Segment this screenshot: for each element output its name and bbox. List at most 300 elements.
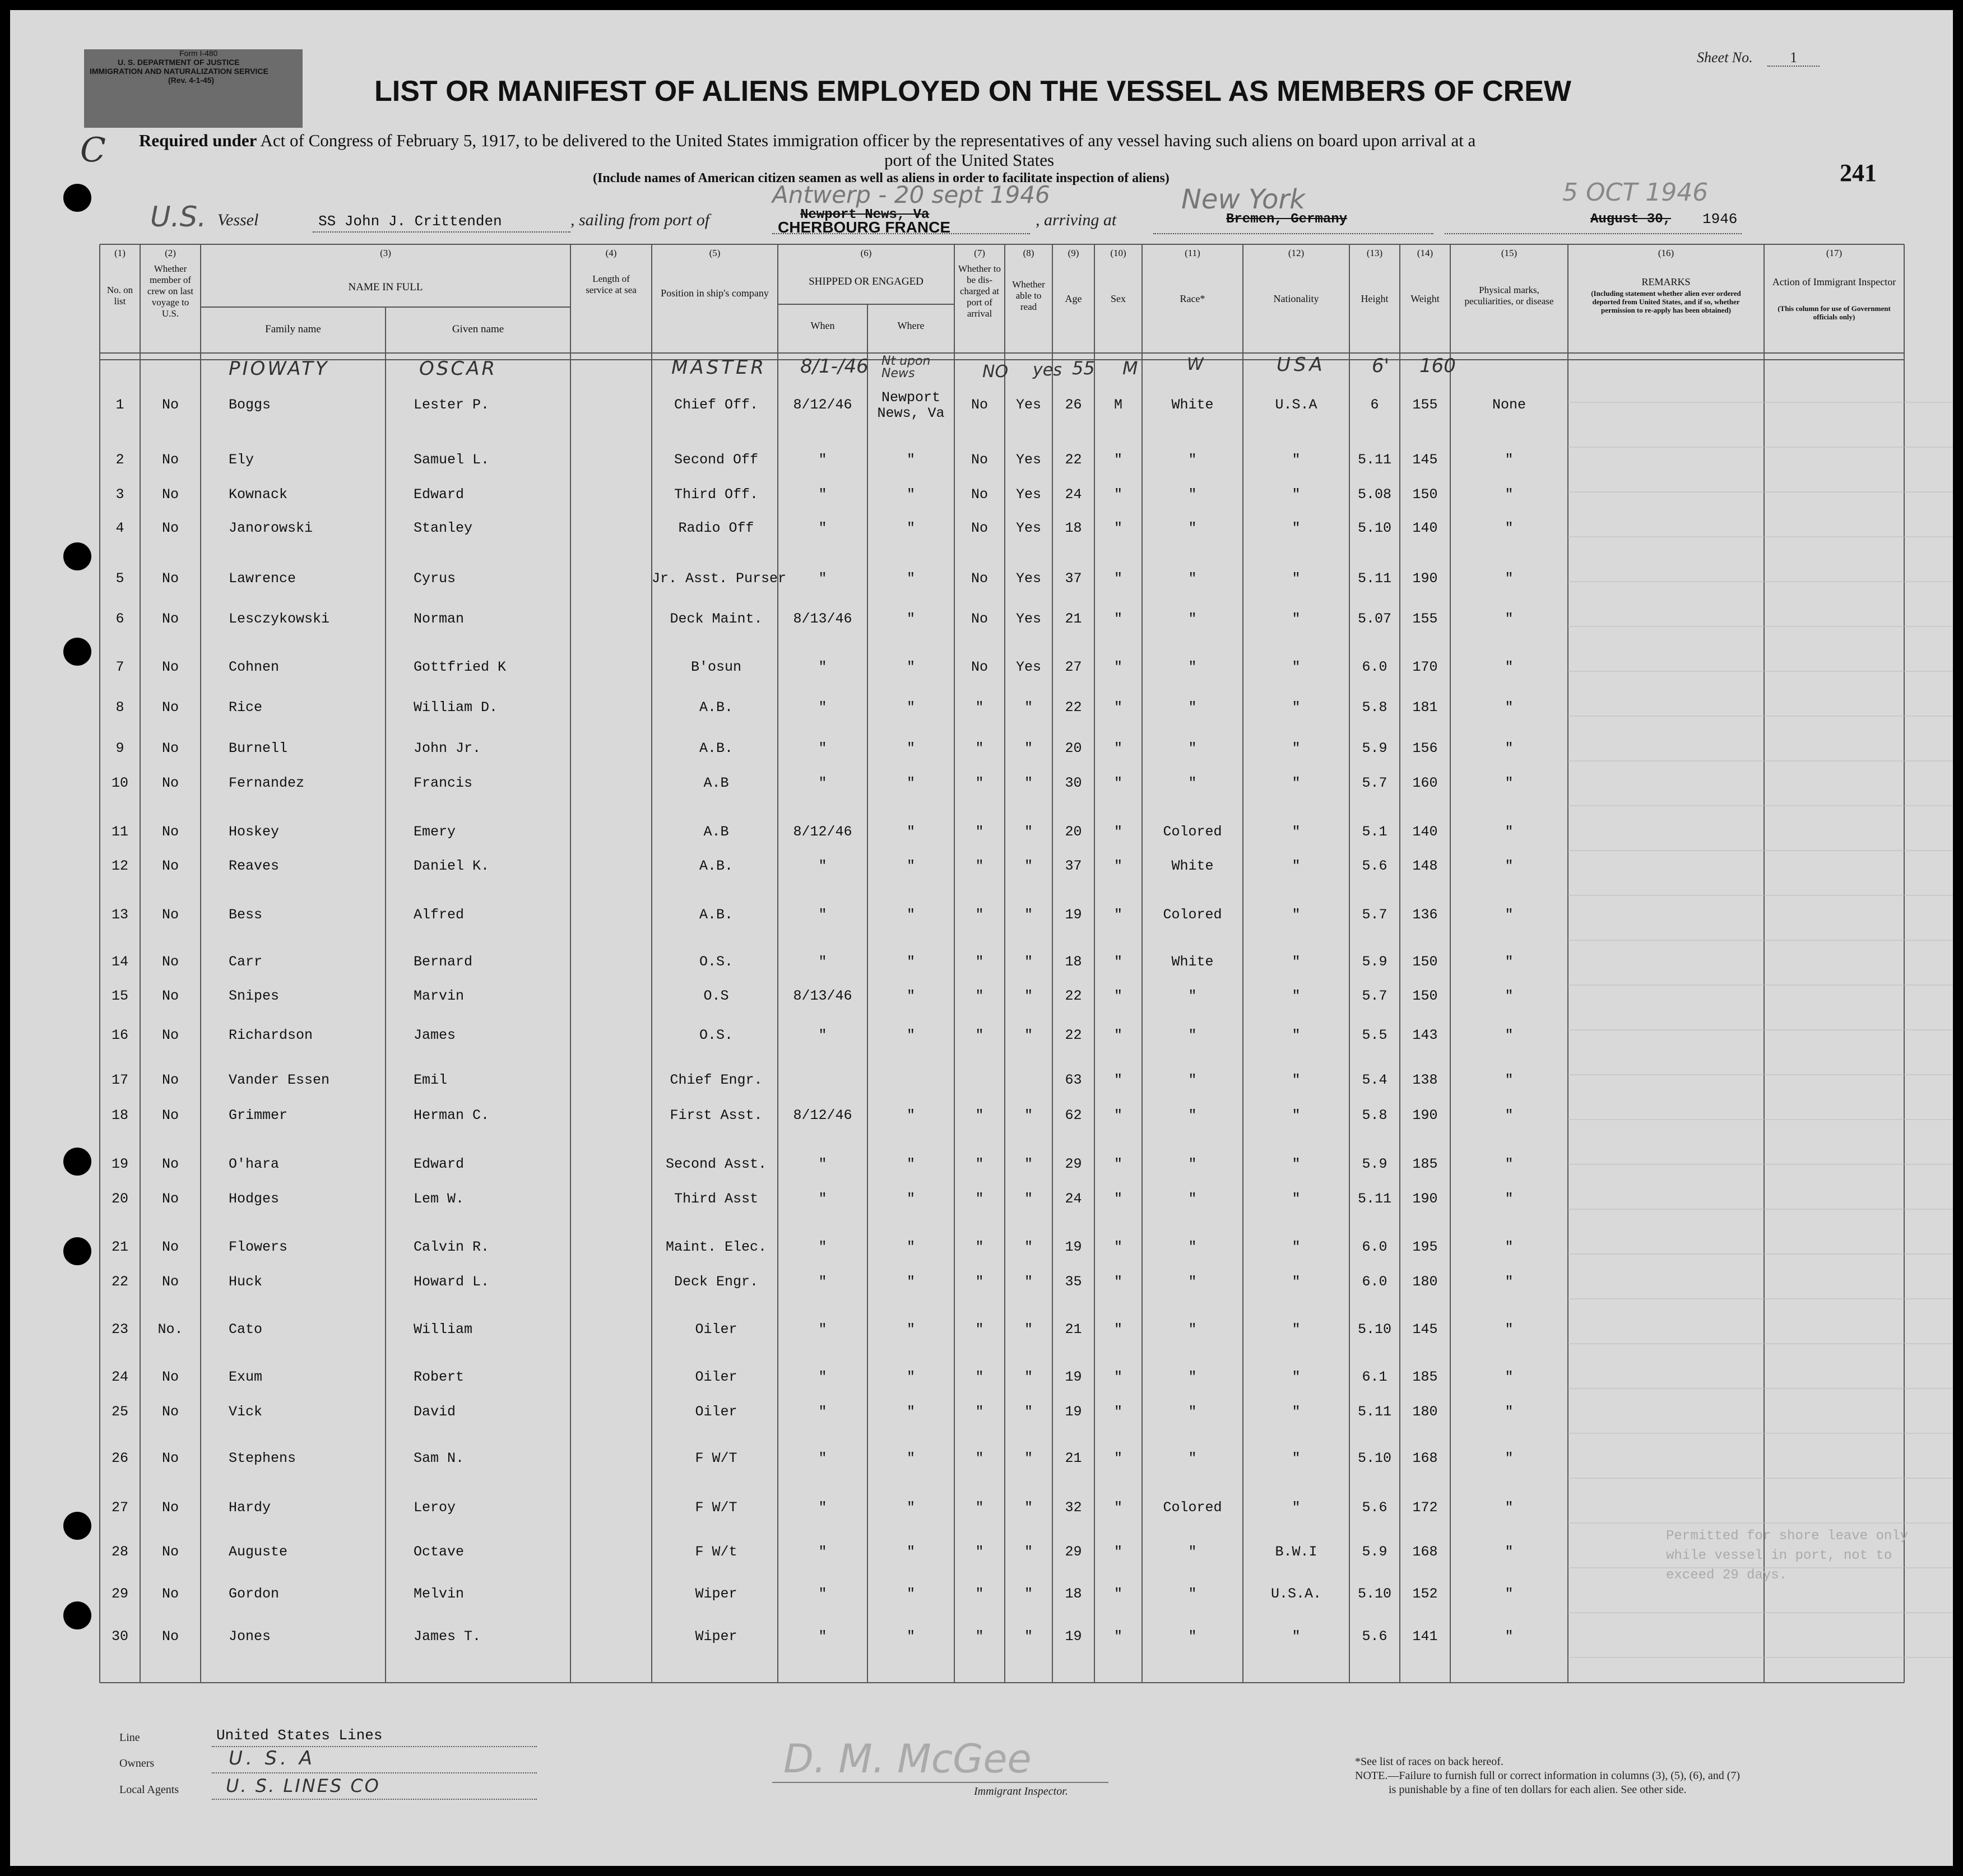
row-previous-voyage: No (161, 397, 179, 413)
col-number-2: (2) (165, 248, 176, 258)
row-nationality: " (1292, 659, 1301, 675)
row-sex: " (1113, 1072, 1122, 1088)
row-sex: " (1113, 1499, 1122, 1516)
row-family-name: Reaves (229, 858, 280, 874)
row-position: Radio Off (678, 520, 754, 536)
master-read: yes (1033, 360, 1062, 380)
row-family-name: Bess (229, 907, 263, 923)
row-shipped-when: 8/12/46 (793, 397, 852, 413)
row-list-number: 29 (111, 1586, 128, 1602)
header-name-in-full: NAME IN FULL (348, 281, 423, 293)
row-shipped-where: " (906, 1239, 915, 1255)
sheet-number: 1 (1767, 49, 1820, 67)
row-race: Colored (1163, 1499, 1222, 1516)
sailing-port-handwritten: Antwerp - 20 sept 1946 (772, 181, 1050, 208)
row-position: Chief Off. (674, 397, 759, 413)
row-family-name: Flowers (229, 1239, 288, 1255)
footer-owners-underline (212, 1772, 537, 1773)
row-race: " (1188, 1586, 1197, 1602)
row-family-name: Boggs (229, 397, 271, 413)
row-given-name: William D. (414, 699, 498, 716)
row-nationality: " (1292, 1450, 1301, 1466)
row-physical-marks: " (1505, 775, 1514, 791)
row-position: A.B. (699, 907, 733, 923)
row-given-name: Stanley (414, 520, 473, 536)
row-able-to-read: " (1024, 907, 1033, 923)
manifest-sheet (10, 10, 1953, 1866)
master-discharged: NO (982, 362, 1009, 382)
row-position: F W/t (695, 1544, 737, 1560)
header-race: Race* (1180, 293, 1205, 304)
row-weight: 145 (1412, 1321, 1438, 1338)
row-given-name: Edward (414, 1156, 465, 1172)
row-race: " (1188, 1274, 1197, 1290)
row-able-to-read: " (1024, 858, 1033, 874)
row-able-to-read: " (1024, 1274, 1033, 1290)
row-race: " (1188, 1156, 1197, 1172)
row-sex: " (1113, 1628, 1122, 1645)
row-able-to-read: Yes (1015, 570, 1041, 587)
row-shipped-where: " (906, 611, 915, 627)
col-number-3: (3) (380, 248, 391, 258)
row-list-number: 7 (115, 659, 124, 675)
row-list-number: 21 (111, 1239, 128, 1255)
row-nationality: " (1292, 988, 1301, 1004)
page-title: LIST OR MANIFEST OF ALIENS EMPLOYED ON THE VESSEL AS MEMBERS OF CREW (374, 75, 1571, 108)
row-position: Third Asst (674, 1191, 759, 1207)
row-race: " (1188, 611, 1197, 627)
row-age: 22 (1065, 699, 1082, 716)
row-position: O.S. (699, 954, 733, 970)
row-discharged: No (971, 611, 988, 627)
row-height: 6 (1370, 397, 1379, 413)
row-shipped-when: " (818, 1586, 827, 1602)
row-discharged: " (975, 824, 984, 840)
row-position: A.B. (699, 858, 733, 874)
row-discharged: " (975, 1107, 984, 1123)
row-age: 30 (1065, 775, 1082, 791)
row-discharged: " (975, 1239, 984, 1255)
row-age: 19 (1065, 1369, 1082, 1385)
row-weight: 185 (1412, 1156, 1438, 1172)
row-age: 21 (1065, 1321, 1082, 1338)
header-physical-marks: Physical marks, peculiarities, or disease (1464, 285, 1554, 307)
row-weight: 190 (1412, 1107, 1438, 1123)
header-nationality: Nationality (1273, 293, 1319, 304)
arriving-port-struck: Bremen, Germany (1226, 212, 1348, 227)
header-weight: Weight (1410, 293, 1440, 304)
row-weight: 185 (1412, 1369, 1438, 1385)
row-discharged: No (971, 659, 988, 675)
row-able-to-read: " (1024, 699, 1033, 716)
col-number-8: (8) (1023, 248, 1034, 258)
row-shipped-when: " (818, 1450, 827, 1466)
row-age: 18 (1065, 520, 1082, 536)
row-discharged: " (975, 1191, 984, 1207)
row-sex: " (1113, 1274, 1122, 1290)
row-weight: 168 (1412, 1450, 1438, 1466)
arrival-date-handwritten: 5 OCT 1946 (1562, 178, 1709, 207)
row-race: " (1188, 1027, 1197, 1043)
subtitle-line-3: (Include names of American citizen seamen as well as aliens in order to facilitate inspection of aliens) (593, 171, 1170, 185)
row-list-number: 3 (115, 486, 124, 503)
row-sex: " (1113, 1239, 1122, 1255)
row-height: 5.11 (1357, 570, 1391, 587)
row-previous-voyage: No (161, 1369, 179, 1385)
row-race: White (1171, 397, 1214, 413)
row-shipped-when: " (818, 570, 827, 587)
row-height: 6.0 (1362, 1239, 1387, 1255)
row-discharged: " (975, 1321, 984, 1338)
row-height: 5.10 (1357, 1321, 1391, 1338)
row-list-number: 9 (115, 740, 124, 756)
vessel-name: SS John J. Crittenden (318, 213, 502, 230)
row-previous-voyage: No (161, 659, 179, 675)
header-height: Height (1361, 293, 1389, 304)
row-age: 19 (1065, 1239, 1082, 1255)
row-given-name: Calvin R. (414, 1239, 490, 1255)
row-shipped-where: " (906, 699, 915, 716)
row-sex: " (1113, 1369, 1122, 1385)
header-remarks: REMARKS (1641, 276, 1691, 287)
row-shipped-when: " (818, 907, 827, 923)
row-position: O.S. (699, 1027, 733, 1043)
col-number-1: (1) (114, 248, 126, 258)
header-inspector-action: Action of Immigrant Inspector (1772, 276, 1896, 287)
row-height: 5.10 (1357, 1450, 1391, 1466)
row-height: 5.11 (1357, 1191, 1391, 1207)
row-given-name: Francis (414, 775, 473, 791)
row-physical-marks: " (1505, 1027, 1514, 1043)
row-previous-voyage: No (161, 1628, 179, 1645)
row-previous-voyage: No (161, 1191, 179, 1207)
row-shipped-where: " (906, 1628, 915, 1645)
row-height: 5.9 (1362, 740, 1387, 756)
remark-stamp-line-1: Permitted for shore leave only (1666, 1529, 1909, 1544)
row-able-to-read: " (1024, 1369, 1033, 1385)
row-list-number: 28 (111, 1544, 128, 1560)
row-shipped-when: " (818, 1027, 827, 1043)
row-previous-voyage: No (161, 858, 179, 874)
row-height: 6.1 (1362, 1369, 1387, 1385)
row-nationality: " (1292, 570, 1301, 587)
row-nationality: U.S.A (1275, 397, 1317, 413)
row-age: 37 (1065, 858, 1082, 874)
header-length-of-service: Length of service at sea (586, 273, 637, 295)
row-list-number: 25 (111, 1404, 128, 1420)
row-discharged: " (975, 1156, 984, 1172)
row-height: 5.11 (1357, 1404, 1391, 1420)
arriving-label: , arriving at (1036, 211, 1117, 229)
row-height: 5.10 (1357, 520, 1391, 536)
row-discharged: " (975, 1499, 984, 1516)
row-nationality: " (1292, 1027, 1301, 1043)
row-weight: 180 (1412, 1404, 1438, 1420)
row-physical-marks: " (1505, 1072, 1514, 1088)
row-position: Second Off (674, 452, 759, 468)
row-sex: " (1113, 824, 1122, 840)
row-height: 5.9 (1362, 954, 1387, 970)
row-race: Colored (1163, 824, 1222, 840)
row-previous-voyage: No (161, 570, 179, 587)
row-given-name: Sam N. (414, 1450, 465, 1466)
row-weight: 141 (1412, 1628, 1438, 1645)
row-family-name: Hodges (229, 1191, 280, 1207)
form-revision: (Rev. 4-1-45) (168, 76, 215, 85)
row-shipped-where: " (906, 775, 915, 791)
row-nationality: " (1292, 1156, 1301, 1172)
row-shipped-when: " (818, 486, 827, 503)
inspector-signature-line (772, 1782, 1108, 1783)
row-physical-marks: " (1505, 1586, 1514, 1602)
row-nationality: " (1292, 775, 1301, 791)
row-able-to-read: " (1024, 1027, 1033, 1043)
row-discharged: " (975, 954, 984, 970)
row-race: " (1188, 1369, 1197, 1385)
row-sex: " (1113, 1321, 1122, 1338)
row-shipped-where: " (906, 1544, 915, 1560)
row-shipped-where: " (906, 954, 915, 970)
row-sex: " (1113, 611, 1122, 627)
master-where: Nt upon News (881, 354, 931, 380)
row-nationality: " (1292, 1321, 1301, 1338)
row-nationality: B.W.I (1275, 1544, 1317, 1560)
footer-note-fine-2: is punishable by a fine of ten dollars for each alien. See other side. (1389, 1784, 1687, 1796)
row-previous-voyage: No (161, 1239, 179, 1255)
row-nationality: " (1292, 1404, 1301, 1420)
row-family-name: Ely (229, 452, 254, 468)
row-race: " (1188, 570, 1197, 587)
row-age: 27 (1065, 659, 1082, 675)
page-stamp-number: 241 (1840, 159, 1877, 187)
row-shipped-when: " (818, 1274, 827, 1290)
row-able-to-read: " (1024, 1544, 1033, 1560)
row-nationality: " (1292, 907, 1301, 923)
row-family-name: Cohnen (229, 659, 280, 675)
row-weight: 152 (1412, 1586, 1438, 1602)
row-sex: " (1113, 1586, 1122, 1602)
row-nationality: " (1292, 699, 1301, 716)
row-shipped-when: " (818, 699, 827, 716)
row-given-name: Edward (414, 486, 465, 503)
row-given-name: Gottfried K (414, 659, 507, 675)
col-number-15: (15) (1501, 248, 1518, 258)
row-able-to-read: " (1024, 824, 1033, 840)
row-weight: 138 (1412, 1072, 1438, 1088)
row-shipped-when: " (818, 1321, 827, 1338)
row-physical-marks: " (1505, 1274, 1514, 1290)
header-position: Position in ship's company (661, 287, 769, 299)
row-able-to-read: " (1024, 1107, 1033, 1123)
row-previous-voyage: No (161, 954, 179, 970)
header-age: Age (1065, 293, 1082, 304)
header-sex: Sex (1111, 293, 1126, 304)
row-race: " (1188, 1107, 1197, 1123)
row-race: " (1188, 740, 1197, 756)
row-shipped-where: " (906, 452, 915, 468)
row-age: 19 (1065, 907, 1082, 923)
remark-stamp-line-3: exceed 29 days. (1666, 1568, 1788, 1583)
row-weight: 190 (1412, 570, 1438, 587)
row-nationality: " (1292, 1628, 1301, 1645)
row-discharged: " (975, 907, 984, 923)
row-age: 22 (1065, 1027, 1082, 1043)
row-shipped-when: " (818, 740, 827, 756)
row-nationality: " (1292, 1369, 1301, 1385)
row-family-name: Rice (229, 699, 263, 716)
row-weight: 148 (1412, 858, 1438, 874)
row-sex: " (1113, 1107, 1122, 1123)
row-age: 63 (1065, 1072, 1082, 1088)
row-physical-marks: " (1505, 1369, 1514, 1385)
row-sex: " (1113, 659, 1122, 675)
row-race: " (1188, 1404, 1197, 1420)
col-number-16: (16) (1658, 248, 1674, 258)
row-physical-marks: None (1492, 397, 1526, 413)
row-race: " (1188, 452, 1197, 468)
row-nationality: " (1292, 611, 1301, 627)
row-physical-marks: " (1505, 486, 1514, 503)
footer-line-label: Line (119, 1731, 140, 1744)
row-weight: 150 (1412, 988, 1438, 1004)
row-able-to-read: " (1024, 954, 1033, 970)
row-able-to-read: " (1024, 1586, 1033, 1602)
row-weight: 143 (1412, 1027, 1438, 1043)
row-family-name: Cato (229, 1321, 263, 1338)
subtitle-line-1: Required under Act of Congress of February 5, 1917, to be delivered to the United States immigration officer by the representatives of any vessel having such aliens on board upon arrival at a (139, 131, 1476, 150)
row-list-number: 13 (111, 907, 128, 923)
row-shipped-when: " (818, 1239, 827, 1255)
row-list-number: 18 (111, 1107, 128, 1123)
row-race: " (1188, 1544, 1197, 1560)
row-list-number: 20 (111, 1191, 128, 1207)
row-list-number: 19 (111, 1156, 128, 1172)
row-family-name: Kownack (229, 486, 288, 503)
row-race: Colored (1163, 907, 1222, 923)
row-family-name: Hoskey (229, 824, 280, 840)
row-height: 5.8 (1362, 1107, 1387, 1123)
row-list-number: 14 (111, 954, 128, 970)
row-height: 5.6 (1362, 1499, 1387, 1516)
row-height: 5.10 (1357, 1586, 1391, 1602)
row-able-to-read: Yes (1015, 452, 1041, 468)
row-discharged: No (971, 570, 988, 587)
row-list-number: 1 (115, 397, 124, 413)
row-able-to-read: " (1024, 1321, 1033, 1338)
row-position: First Asst. (670, 1107, 763, 1123)
row-race: " (1188, 1628, 1197, 1645)
row-discharged: No (971, 486, 988, 503)
col-number-17: (17) (1826, 248, 1843, 258)
row-previous-voyage: No (161, 740, 179, 756)
row-given-name: Herman C. (414, 1107, 490, 1123)
row-able-to-read: Yes (1015, 397, 1041, 413)
row-given-name: Lester P. (414, 397, 490, 413)
row-age: 24 (1065, 1191, 1082, 1207)
row-previous-voyage: No (161, 775, 179, 791)
row-nationality: " (1292, 452, 1301, 468)
master-sex: M (1122, 357, 1138, 379)
row-height: 5.7 (1362, 907, 1387, 923)
row-shipped-where: " (906, 570, 915, 587)
row-given-name: James (414, 1027, 456, 1043)
row-race: White (1171, 858, 1214, 874)
master-family-name: PIOWATY (229, 357, 330, 380)
row-position: Oiler (695, 1369, 737, 1385)
row-sex: " (1113, 1450, 1122, 1466)
row-family-name: Grimmer (229, 1107, 288, 1123)
row-height: 6.0 (1362, 1274, 1387, 1290)
row-age: 21 (1065, 1450, 1082, 1466)
row-physical-marks: " (1505, 520, 1514, 536)
row-given-name: Norman (414, 611, 465, 627)
row-family-name: Gordon (229, 1586, 280, 1602)
form-service: IMMIGRATION AND NATURALIZATION SERVICE (90, 67, 268, 76)
row-given-name: Howard L. (414, 1274, 490, 1290)
ruled-lines (1568, 402, 1953, 1657)
row-weight: 155 (1412, 397, 1438, 413)
master-given-name: OSCAR (419, 357, 497, 380)
row-weight: 156 (1412, 740, 1438, 756)
row-previous-voyage: No (161, 611, 179, 627)
row-discharged: " (975, 1274, 984, 1290)
row-weight: 160 (1412, 775, 1438, 791)
header-when: When (810, 320, 835, 331)
row-previous-voyage: No (161, 486, 179, 503)
row-able-to-read: Yes (1015, 659, 1041, 675)
row-sex: " (1113, 1404, 1122, 1420)
row-position: Jr. Asst. Purser (652, 570, 787, 587)
row-height: 5.11 (1357, 452, 1391, 468)
row-physical-marks: " (1505, 1450, 1514, 1466)
row-race: " (1188, 1450, 1197, 1466)
row-given-name: Emery (414, 824, 456, 840)
footer-note-races: *See list of races on back hereof. (1355, 1756, 1503, 1768)
row-given-name: Robert (414, 1369, 465, 1385)
row-shipped-where: " (906, 988, 915, 1004)
row-physical-marks: " (1505, 1107, 1514, 1123)
row-physical-marks: " (1505, 1321, 1514, 1338)
row-position: A.B. (699, 699, 733, 716)
corner-mark: C (80, 131, 106, 170)
sailing-port-struck: Newport News, Va (800, 207, 930, 222)
row-nationality: " (1292, 1499, 1301, 1516)
row-height: 5.4 (1362, 1072, 1387, 1088)
row-nationality: " (1292, 1072, 1301, 1088)
row-physical-marks: " (1505, 988, 1514, 1004)
row-list-number: 10 (111, 775, 128, 791)
row-family-name: Carr (229, 954, 263, 970)
row-list-number: 26 (111, 1450, 128, 1466)
row-height: 5.07 (1357, 611, 1391, 627)
row-age: 29 (1065, 1156, 1082, 1172)
row-position: Second Asst. (665, 1156, 767, 1172)
row-given-name: Emil (414, 1072, 448, 1088)
row-shipped-where: " (906, 1027, 915, 1043)
row-list-number: 27 (111, 1499, 128, 1516)
master-nationality: USA (1277, 354, 1326, 376)
inspector-signature: D. M. McGee (783, 1736, 1032, 1782)
row-age: 37 (1065, 570, 1082, 587)
row-physical-marks: " (1505, 1191, 1514, 1207)
row-position: B'osun (690, 659, 741, 675)
row-shipped-when: " (818, 1544, 827, 1560)
row-previous-voyage: No (161, 1586, 179, 1602)
row-sex: " (1113, 907, 1122, 923)
row-previous-voyage: No (161, 520, 179, 536)
footer-note-fine-1: NOTE.—Failure to furnish full or correct information in columns (3), (5), (6), and (7) (1355, 1770, 1741, 1782)
row-age: 22 (1065, 452, 1082, 468)
